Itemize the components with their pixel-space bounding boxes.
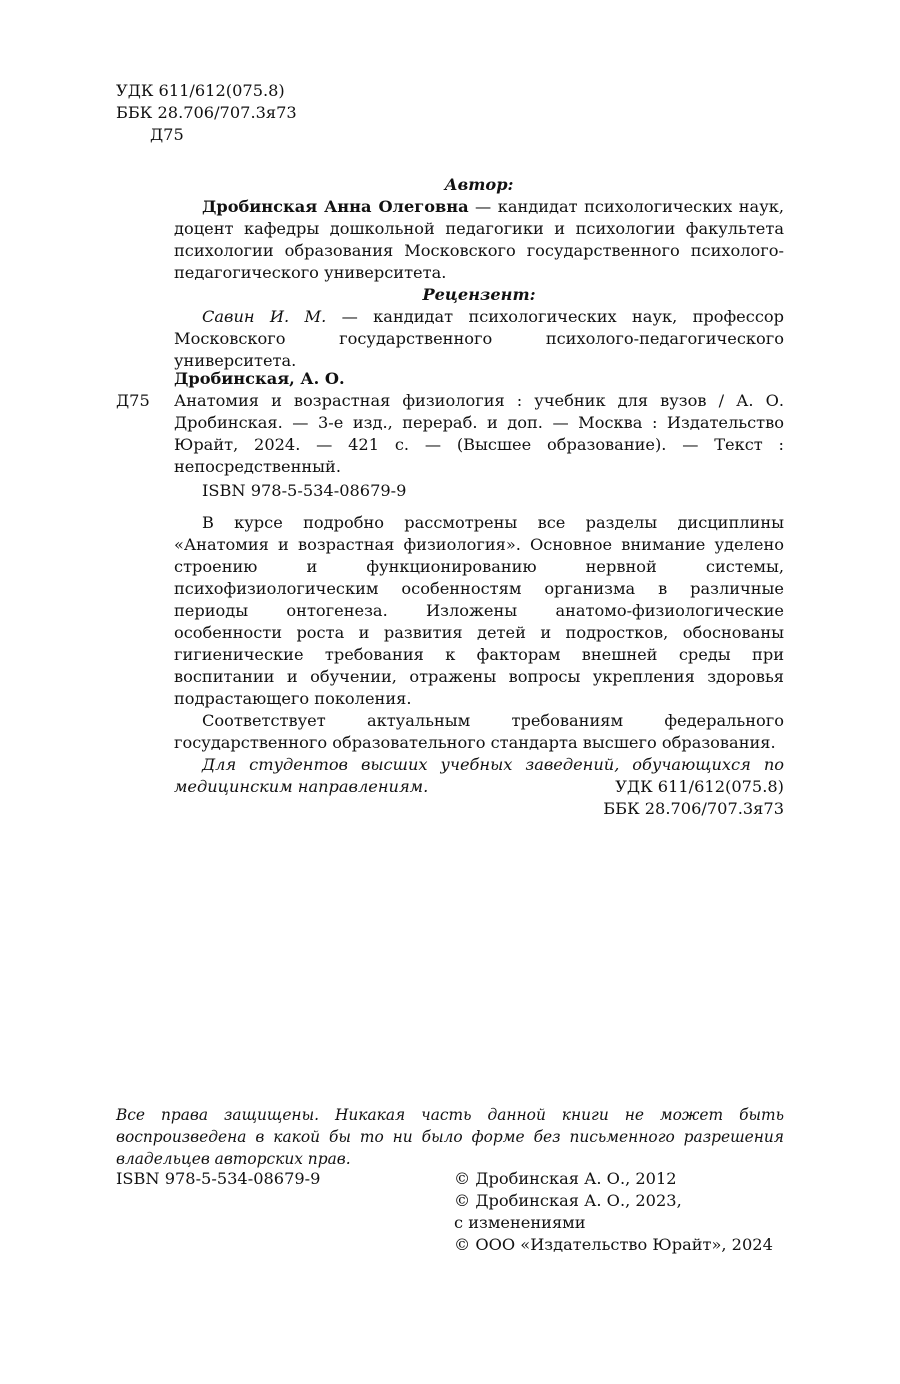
author-section <box>174 174 784 284</box>
reviewer-description <box>174 306 784 372</box>
udk-code-right: УДК 611/612(075.8) <box>615 777 784 796</box>
bib-isbn-line <box>174 480 784 502</box>
rights-notice: Все права защищены. Никакая часть данной книги не может быть воспроизведена в какой бы то ни было форме без письменного разрешения владельцев авторских прав. <box>116 1106 784 1168</box>
reviewer-text: — кандидат психологических наук, профессор Московского государственного психолого-педагогического университета. <box>174 307 784 370</box>
author-mark: Д75 <box>150 125 184 144</box>
bib-isbn: ISBN 978-5-534-08679-9 <box>202 481 407 500</box>
copyright-line: © Дробинская А. О., 2012 <box>454 1169 677 1188</box>
reviewer-section <box>174 284 784 372</box>
annotation-paragraph-3: Для студентов высших учебных заведений, обучающихся по медицинским направлениям. <box>174 755 784 796</box>
copyright-line: © ООО «Издательство Юрайт», 2024 <box>454 1235 773 1254</box>
author-name: Дробинская Анна Олеговна <box>202 197 469 216</box>
reviewer-name: Савин И. М. <box>202 307 327 326</box>
reviewer-heading: Рецензент: <box>422 285 536 304</box>
annotation <box>174 512 784 798</box>
classification-codes-right <box>174 776 784 820</box>
annotation-paragraph-2: Соответствует актуальным требованиям федерального государственного образовательного стандарта высшего образования. <box>174 711 784 752</box>
author-text: — кандидат психологических наук, доцент кафедры дошкольной педагогики и психологии факультета психологии образования Московского государственного психолого-педагогического университета. <box>174 197 784 282</box>
copyright-line: © Дробинская А. О., 2023, <box>454 1191 682 1210</box>
bib-author-line: Дробинская, А. О. <box>174 369 345 388</box>
bbk-code: ББК 28.706/707.3я73 <box>116 103 297 122</box>
bbk-code-right: ББК 28.706/707.3я73 <box>603 799 784 818</box>
copyright-line: с изменениями <box>454 1213 586 1232</box>
author-description <box>174 196 784 284</box>
annotation-paragraph-1: В курсе подробно рассмотрены все разделы дисциплины «Анатомия и возрастная физиология». Основное внимание уделено строению и функционированию нервной системы, психофизиологическим особенностям организма в различные периоды онтогенеза. Изложены анатомо-физиологические особенности роста и развития детей и подростков, обоснованы гигиенические требования к факторам внешней среды при воспитании и обучении, отражены вопросы укрепления здоровья подрастающего поколения. <box>174 513 784 708</box>
author-heading: Автор: <box>444 175 514 194</box>
udk-code: УДК 611/612(075.8) <box>116 81 285 100</box>
bibliography-heading <box>174 368 784 390</box>
bibliography-record <box>174 390 784 478</box>
copyright-list <box>454 1168 773 1256</box>
bib-description: Анатомия и возрастная физиология : учебник для вузов / А. О. Дробинская. — 3-е изд., перераб. и доп. — Москва : Издательство Юрайт, 2024. — 421 с. — (Высшее образование). — Текст : непосредственный. <box>174 391 784 476</box>
classification-codes <box>116 80 297 146</box>
bib-mark: Д75 <box>116 391 150 410</box>
footer-isbn: ISBN 978-5-534-08679-9 <box>116 1169 321 1188</box>
